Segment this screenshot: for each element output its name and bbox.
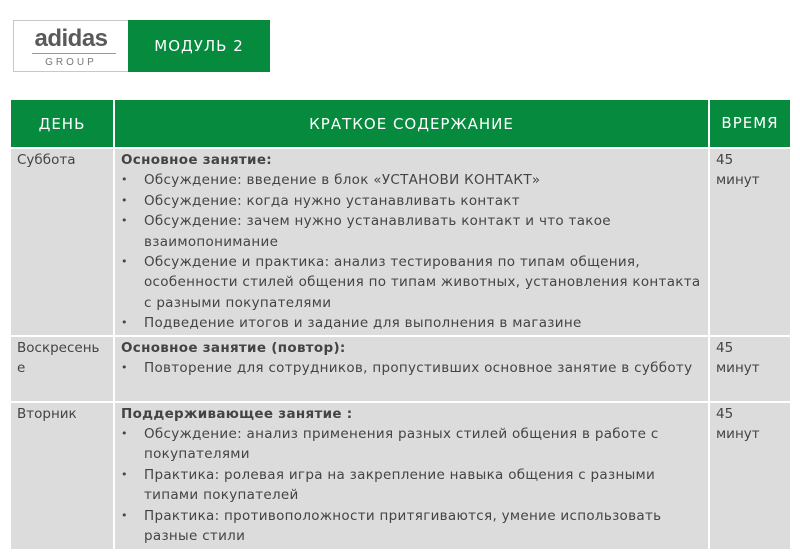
column-header-content: КРАТКОЕ СОДЕРЖАНИЕ <box>114 100 709 148</box>
list-item-text: Обсуждение: введение в блок «УСТАНОВИ КОНТАКТ» <box>144 172 541 189</box>
list-item-text: Подведение итогов и задание для выполнения в магазине <box>144 315 582 332</box>
block-title: Поддерживающее занятие : <box>121 405 353 422</box>
list-item <box>121 424 701 465</box>
time-cell <box>709 336 790 402</box>
bullet-icon: • <box>121 467 128 481</box>
list-item-text: Обсуждение: анализ применения разных стилей общения в работе с покупателями <box>144 426 659 463</box>
column-header-time <box>709 100 790 148</box>
list-item <box>121 465 701 506</box>
time-value: 45 минут <box>716 339 760 377</box>
bullet-icon: • <box>121 316 128 330</box>
content-cell <box>114 336 709 402</box>
list-item-text: Обсуждение: зачем нужно устанавливать контакт и что такое взаимопонимание <box>144 213 611 250</box>
list-item-text: Обсуждение и практика: анализ тестирования по типам общения, особенности стилей общения по типам животных, установления контакта с разными покупателями <box>144 254 701 311</box>
logo-wordmark: adidas <box>34 25 108 52</box>
table-row <box>11 336 790 402</box>
list-item-text: Обсуждение: когда нужно устанавливать контакт <box>144 192 520 209</box>
table-row <box>11 402 790 549</box>
content-cell <box>114 402 709 549</box>
bullet-icon: • <box>121 361 128 375</box>
bullet-icon: • <box>121 255 128 269</box>
table-header-row <box>11 100 790 148</box>
time-cell <box>709 148 790 336</box>
block-title: Основное занятие (повтор): <box>121 339 346 356</box>
day-value: Воскресенье <box>17 339 100 377</box>
list-item <box>121 506 701 547</box>
bullet-icon: • <box>121 427 128 441</box>
table-row <box>11 148 790 336</box>
column-header-time-label: ВРЕМЯ <box>721 114 779 132</box>
bullet-icon: • <box>121 193 128 207</box>
bullet-icon: • <box>121 508 128 522</box>
logo-divider <box>32 53 116 54</box>
points-list <box>121 424 701 546</box>
bullet-icon: • <box>121 173 128 187</box>
schedule-table <box>11 100 790 549</box>
block-title: Основное занятие: <box>121 152 272 168</box>
column-header-day: ДЕНЬ <box>11 100 114 148</box>
content-cell <box>114 148 709 336</box>
time-value: 45 минут <box>716 152 760 189</box>
adidas-group-logo <box>13 20 128 72</box>
list-item <box>121 170 701 190</box>
list-item <box>121 358 701 378</box>
time-value: 45 минут <box>716 405 760 443</box>
day-cell <box>11 336 114 402</box>
list-item <box>121 313 701 333</box>
module-label: МОДУЛЬ 2 <box>128 20 270 72</box>
list-item <box>121 191 701 211</box>
bullet-icon: • <box>121 214 128 228</box>
day-cell: Суббота <box>11 148 114 336</box>
logo-subtitle: GROUP <box>45 57 97 68</box>
time-cell <box>709 402 790 549</box>
points-list <box>121 170 701 333</box>
list-item-text: Повторение для сотрудников, пропустивших основное занятие в субботу <box>144 360 693 377</box>
list-item <box>121 252 701 313</box>
points-list <box>121 358 701 378</box>
day-cell: Вторник <box>11 402 114 549</box>
list-item <box>121 211 701 252</box>
list-item-text: Практика: ролевая игра на закрепление навыка общения с разными типами покупателей <box>144 466 656 504</box>
list-item-text: Практика: противоположности притягиваются, умение использовать разные стили <box>144 507 662 545</box>
